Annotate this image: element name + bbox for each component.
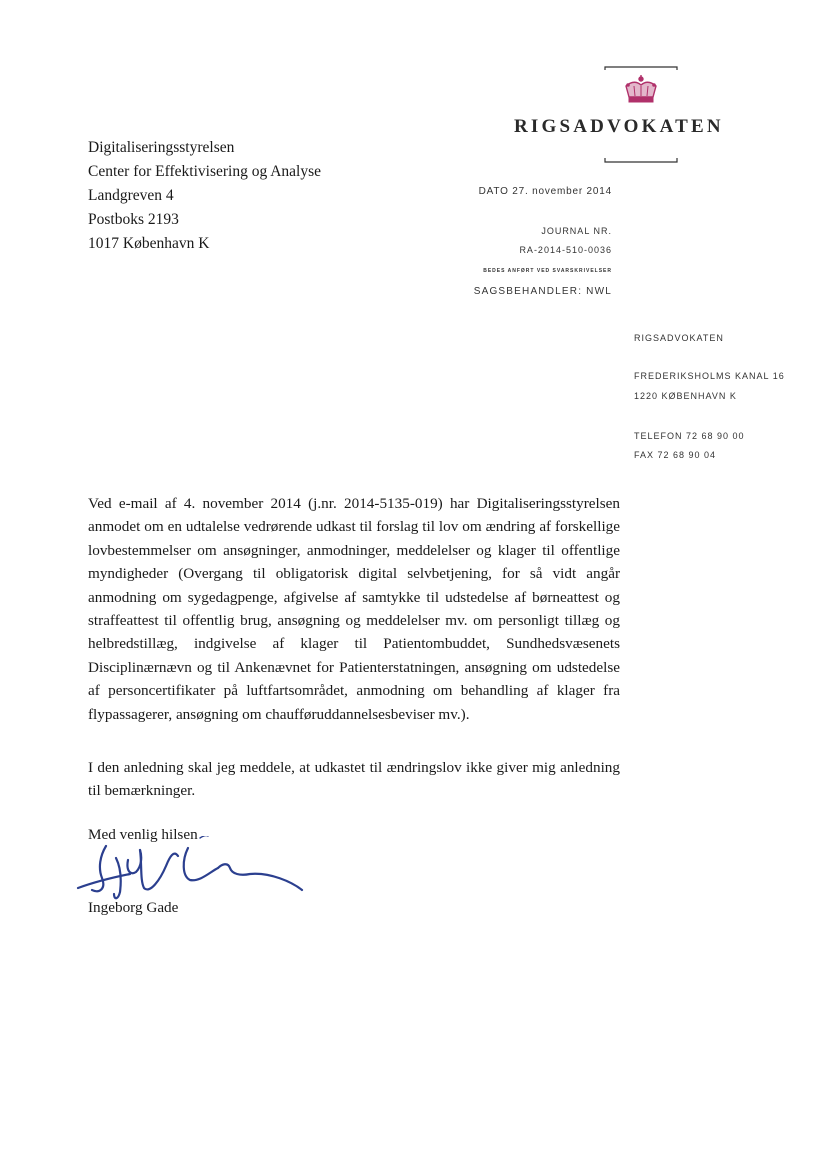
- crown-icon: [604, 64, 678, 106]
- sender-phone: TELEFON 72 68 90 00: [634, 431, 745, 441]
- recipient-line: 1017 København K: [88, 235, 210, 252]
- journal-note: BEDES ANFØRT VED SVARSKRIVELSER: [483, 268, 612, 274]
- sender-fax: FAX 72 68 90 04: [634, 450, 717, 460]
- case-handler: SAGSBEHANDLER: NWL: [473, 286, 612, 297]
- sender-name: RIGSADVOKATEN: [634, 333, 724, 343]
- brand-name: RIGSADVOKATEN: [514, 116, 724, 137]
- sender-city: 1220 KØBENHAVN K: [634, 391, 737, 401]
- sender-street: FREDERIKSHOLMS KANAL 16: [634, 371, 785, 381]
- recipient-line: Landgreven 4: [88, 187, 174, 204]
- body-paragraph: Ved e-mail af 4. november 2014 (j.nr. 2014-5135-019) har Digitaliseringsstyrelsen anmodet om en udtalelse vedrørende udkast til forslag til lov om ændring af forskellige lovbestemmelser om ansøgninger, anmodninger, meddelelser og klager til offentlige myndigheder (Overgang til obligatorisk digital selvbetjening, for så vidt angår anmodning om sygedagpenge, afgivelse af samtykke til udstedelse af børneattest og straffeattest til offentlig brug, ansøgning og meddelelser mv. om personligt tillæg og helbredstillæg, indgivelse af klager til Patientombuddet, Sundhedsvæsenets Disciplinærnævn og til Ankenævnet for Patienterstatningen, ansøgning om udstedelse af personcertifikater på luftfartsområdet, anmodning om behandling af klager fra flypassagerer, ansøgning om chaufføruddannelsesbeviser mv.).: [88, 495, 620, 723]
- letterhead-rule: [604, 157, 678, 165]
- body-paragraph: I den anledning skal jeg meddele, at udkastet til ændringslov ikke giver mig anledning til bemærkninger.: [88, 759, 620, 800]
- recipient-address: [88, 136, 321, 256]
- recipient-line: Center for Effektivisering og Analyse: [88, 163, 322, 180]
- journal-number: RA-2014-510-0036: [519, 245, 612, 255]
- recipient-line: Digitaliseringsstyrelsen: [88, 139, 235, 156]
- signer-name: Ingeborg Gade: [88, 899, 179, 916]
- letter-date: DATO 27. november 2014: [478, 186, 612, 197]
- journal-label: JOURNAL NR.: [541, 226, 612, 236]
- recipient-line: Postboks 2193: [88, 211, 179, 228]
- handwritten-signature: [70, 836, 310, 906]
- closing-greeting: Med venlig hilsen: [88, 826, 198, 843]
